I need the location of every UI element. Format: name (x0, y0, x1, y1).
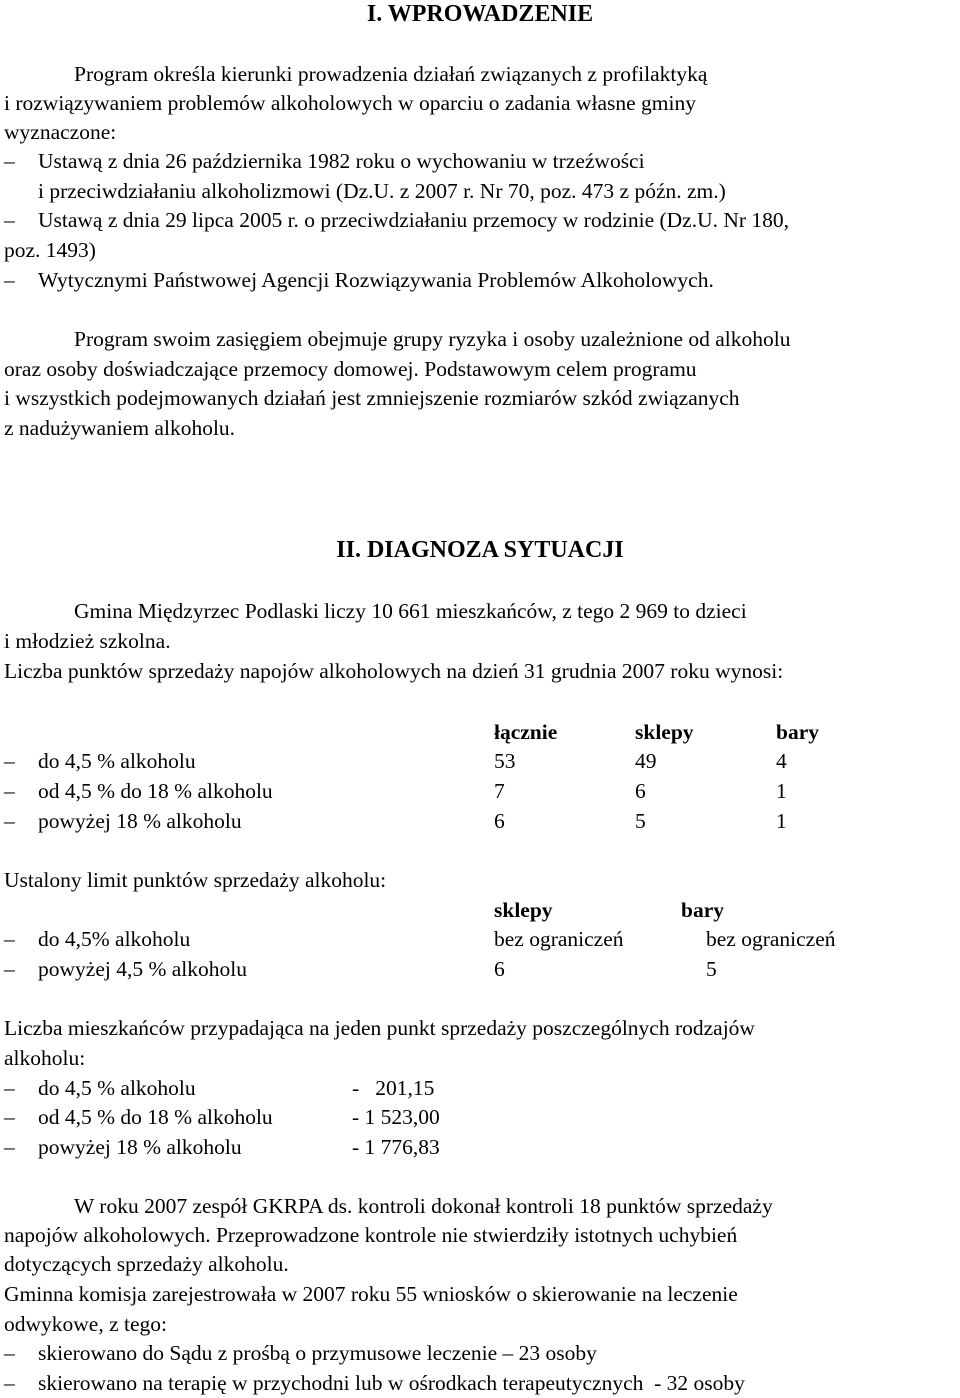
residents-row-value: - 201,15 (352, 1076, 435, 1100)
points-row-label: do 4,5 % alkoholu (38, 749, 196, 773)
population-line-2: i młodzież szkolna. (4, 629, 171, 653)
bullet-dash: – (4, 1371, 15, 1395)
bullet-dash: – (4, 208, 15, 232)
points-row-total: 6 (494, 809, 505, 833)
bullet-dash: – (4, 957, 15, 981)
points-header-shops: sklepy (635, 720, 694, 744)
referral-item: skierowano na terapię w przychodni lub w ośrodkach terapeutycznych - 32 osoby (38, 1371, 745, 1395)
limit-row-label: do 4,5% alkoholu (38, 927, 191, 951)
limit-intro: Ustalony limit punktów sprzedaży alkoholu: (4, 868, 387, 892)
points-row-bars: 4 (776, 749, 787, 773)
commission-line-2: odwykowe, z tego: (4, 1312, 168, 1336)
limit-row-shops: 6 (494, 957, 505, 981)
points-intro: Liczba punktów sprzedaży napojów alkoholowych na dzień 31 grudnia 2007 roku wynosi: (4, 659, 784, 683)
commission-line-1: Gminna komisja zarejestrowała w 2007 roku 55 wniosków o skierowanie na leczenie (4, 1282, 738, 1306)
bullet-dash: – (4, 927, 15, 951)
controls-line-2: napojów alkoholowych. Przeprowadzone kontrole nie stwierdziły istotnych uchybień (4, 1223, 738, 1247)
bullet-dash: – (4, 268, 15, 292)
bullet-dash: – (4, 809, 15, 833)
section-1-heading: I. WPROWADZENIE (366, 1, 594, 27)
scope-line-4: z nadużywaniem alkoholu. (4, 416, 236, 440)
bullet-dash: – (4, 1076, 15, 1100)
section-2-heading: II. DIAGNOZA SYTUACJI (336, 537, 624, 563)
intro-line-1: Program określa kierunki prowadzenia działań związanych z profilaktyką (74, 62, 708, 86)
residents-row-value: - 1 776,83 (352, 1135, 440, 1159)
population-line-1: Gmina Międzyrzec Podlaski liczy 10 661 mieszkańców, z tego 2 969 to dzieci (74, 599, 747, 623)
limit-row-shops: bez ograniczeń (494, 927, 624, 951)
intro-line-3: wyznaczone: (4, 120, 117, 144)
bullet-1-line-1: Ustawą z dnia 26 października 1982 roku o wychowaniu w trzeźwości (38, 149, 645, 173)
points-row-label: od 4,5 % do 18 % alkoholu (38, 779, 273, 803)
points-row-total: 7 (494, 779, 505, 803)
points-row-label: powyżej 18 % alkoholu (38, 809, 242, 833)
scope-line-2: oraz osoby doświadczające przemocy domowej. Podstawowym celem programu (4, 357, 697, 381)
intro-line-2: i rozwiązywaniem problemów alkoholowych w oparciu o zadania własne gminy (4, 91, 696, 115)
limit-row-bars: bez ograniczeń (706, 927, 836, 951)
residents-intro-line-1: Liczba mieszkańców przypadająca na jeden punkt sprzedaży poszczególnych rodzajów (4, 1016, 755, 1040)
bullet-dash: – (4, 749, 15, 773)
bullet-3: Wytycznymi Państwowej Agencji Rozwiązywania Problemów Alkoholowych. (38, 268, 714, 292)
bullet-dash: – (4, 1341, 15, 1365)
scope-line-3: i wszystkich podejmowanych działań jest zmniejszenie rozmiarów szkód związanych (4, 386, 740, 410)
residents-row-label: do 4,5 % alkoholu (38, 1076, 196, 1100)
residents-row-value: - 1 523,00 (352, 1105, 440, 1129)
limit-header-bars: bary (681, 898, 724, 922)
points-row-shops: 6 (635, 779, 646, 803)
referral-item: skierowano do Sądu z prośbą o przymusowe leczenie – 23 osoby (38, 1341, 597, 1365)
bullet-1-line-2: i przeciwdziałaniu alkoholizmowi (Dz.U. z 2007 r. Nr 70, poz. 473 z późn. zm.) (38, 179, 726, 203)
bullet-dash: – (4, 1135, 15, 1159)
bullet-dash: – (4, 149, 15, 173)
points-header-total: łącznie (494, 720, 558, 744)
bullet-2-line-1: Ustawą z dnia 29 lipca 2005 r. o przeciwdziałaniu przemocy w rodzinie (Dz.U. Nr 180, (38, 208, 790, 232)
points-row-bars: 1 (776, 809, 787, 833)
points-header-bars: bary (776, 720, 819, 744)
controls-line-1: W roku 2007 zespół GKRPA ds. kontroli dokonał kontroli 18 punktów sprzedaży (74, 1194, 773, 1218)
bullet-2-line-2: poz. 1493) (4, 238, 96, 262)
residents-row-label: od 4,5 % do 18 % alkoholu (38, 1105, 273, 1129)
bullet-dash: – (4, 779, 15, 803)
limit-header-shops: sklepy (494, 898, 553, 922)
scope-line-1: Program swoim zasięgiem obejmuje grupy ryzyka i osoby uzależnione od alkoholu (74, 327, 791, 351)
residents-intro-line-2: alkoholu: (4, 1046, 86, 1070)
limit-row-label: powyżej 4,5 % alkoholu (38, 957, 247, 981)
bullet-dash: – (4, 1105, 15, 1129)
points-row-shops: 49 (635, 749, 657, 773)
points-row-shops: 5 (635, 809, 646, 833)
points-row-total: 53 (494, 749, 516, 773)
controls-line-3: dotyczących sprzedaży alkoholu. (4, 1252, 289, 1276)
limit-row-bars: 5 (706, 957, 717, 981)
residents-row-label: powyżej 18 % alkoholu (38, 1135, 242, 1159)
points-row-bars: 1 (776, 779, 787, 803)
